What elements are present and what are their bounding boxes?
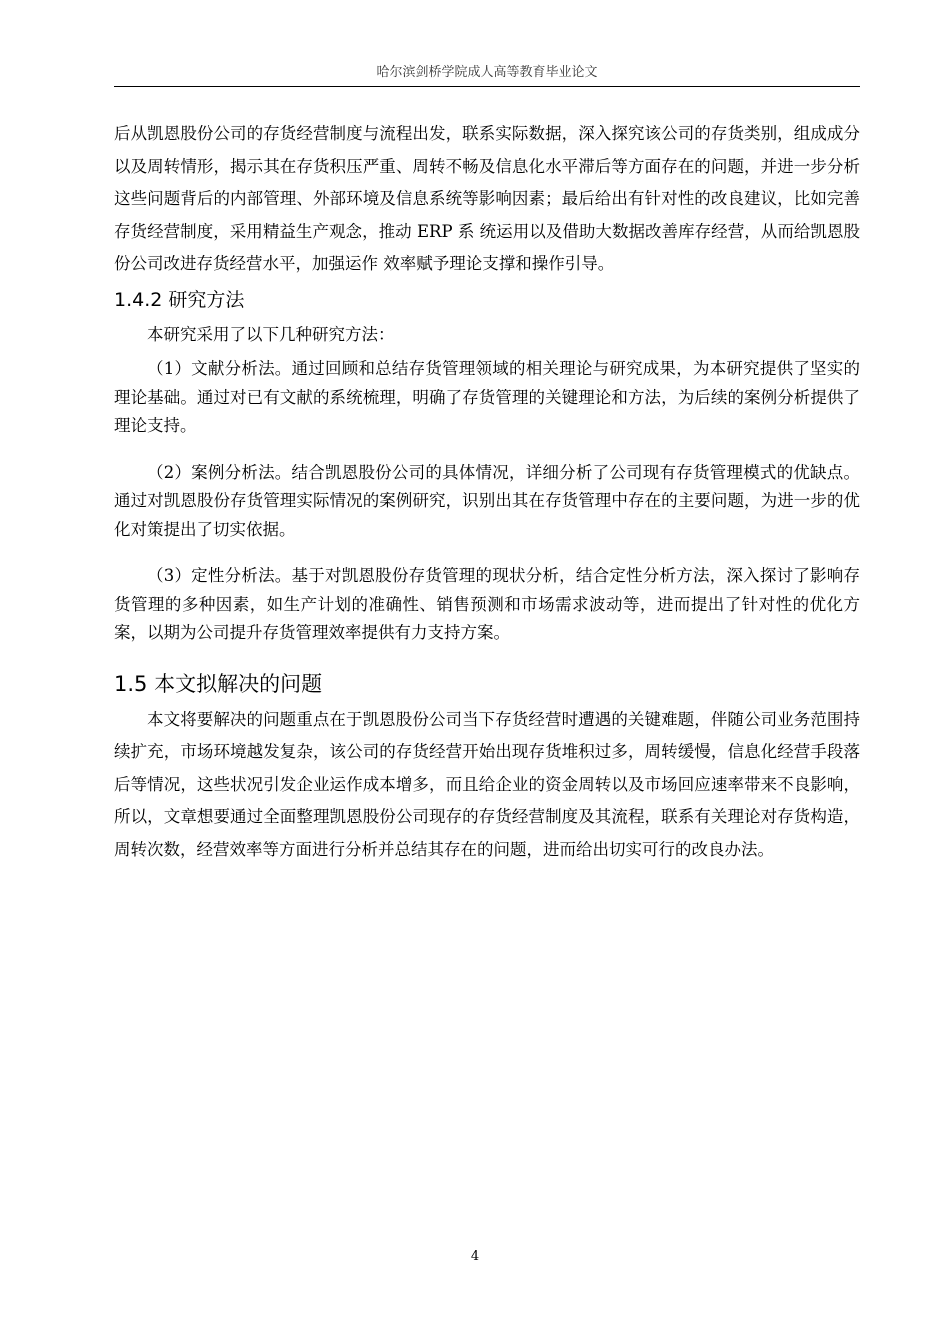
page-content <box>114 118 860 866</box>
intro-paragraph: 后从凯恩股份公司的存货经营制度与流程出发，联系实际数据，深入探究该公司的存货类别，组成成分以及周转情形，揭示其在存货积压严重、周转不畅及信息化水平滞后等方面存在的问题，并进一步分析这些问题背后的内部管理、外部环境及信息系统等影响因素；最后给出有针对性的改良建议，比如完善存货经营制度，采用精益生产观念，推动 ERP 系 统运用以及借助大数据改善库存经营，从而给凯恩股份公司改进存货经营水平，加强运作 效率赋予理论支撑和操作引导。 <box>114 124 860 273</box>
method-literature-analysis: （1）文献分析法。通过回顾和总结存货管理领域的相关理论与研究成果，为本研究提供了坚实的理论基础。通过对已有文献的系统梳理，明确了存货管理的关键理论和方法，为后续的案例分析提供了理论支持。 <box>114 359 860 435</box>
header-rule <box>114 86 860 87</box>
page-number: 4 <box>470 1249 480 1264</box>
section-heading-1-4-2: 1.4.2 研究方法 <box>114 288 245 311</box>
methods-lead: 本研究采用了以下几种研究方法： <box>147 324 395 344</box>
method-qualitative-analysis: （3）定性分析法。基于对凯恩股份存货管理的现状分析，结合定性分析方法，深入探讨了影响存货管理的多种因素，如生产计划的准确性、销售预测和市场需求波动等，进而提出了针对性的优化方案，以期为公司提升存货管理效率提供有力支持方案。 <box>114 566 860 642</box>
problems-paragraph: 本文将要解决的问题重点在于凯恩股份公司当下存货经营时遭遇的关键难题，伴随公司业务范围持续扩充，市场环境越发复杂，该公司的存货经营开始出现存货堆积过多，周转缓慢，信息化经营手段落后等情况，这些状况引发企业运作成本增多，而且给企业的资金周转以及市场回应速率带来不良影响，所以，文章想要通过全面整理凯恩股份公司现存的存货经营制度及其流程，联系有关理论对存货构造，周转次数，经营效率等方面进行分析并总结其存在的问题，进而给出切实可行的改良办法。 <box>114 709 860 859</box>
section-heading-1-5: 1.5 本文拟解决的问题 <box>114 671 323 696</box>
running-header: 哈尔滨剑桥学院成人高等教育毕业论文 <box>376 65 598 80</box>
method-case-analysis: （2）案例分析法。结合凯恩股份公司的具体情况，详细分析了公司现有存货管理模式的优缺点。通过对凯恩股份存货管理实际情况的案例研究，识别出其在存货管理中存在的主要问题，为进一步的优化对策提出了切实依据。 <box>114 462 860 539</box>
